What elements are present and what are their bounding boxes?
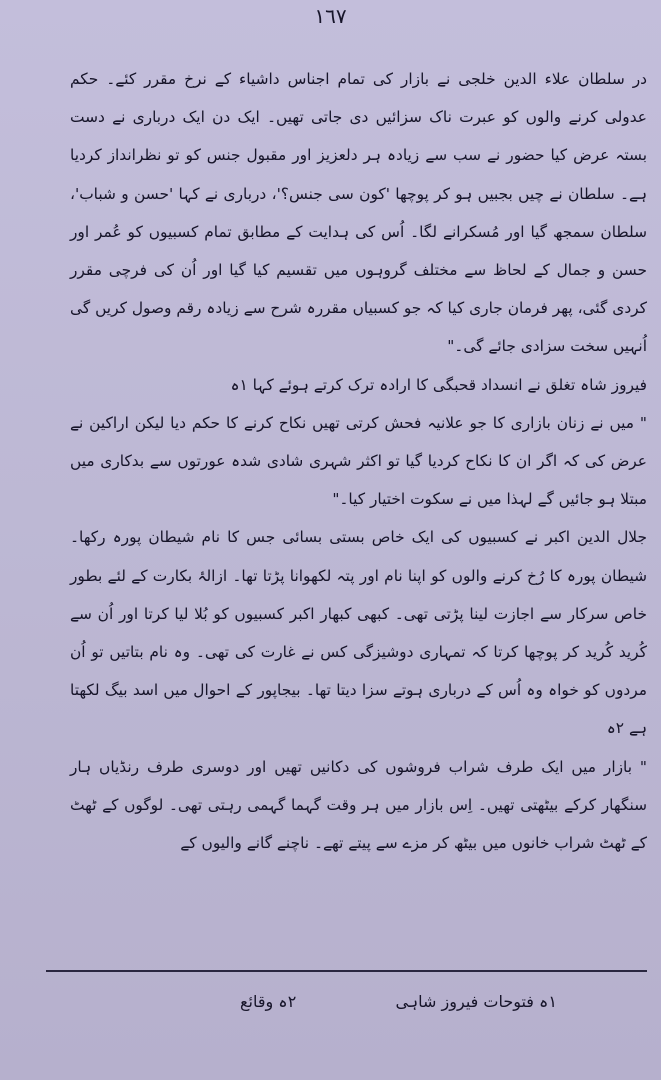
footnote-2: ۲ہ وقائع: [240, 992, 297, 1011]
footnotes: [240, 988, 557, 1016]
paragraph-firoz-intro: فیروز شاہ تغلق نے انسداد قحبگی کا ارادہ ترک کرتے ہوئے کہا ۱ہ: [230, 375, 647, 394]
paragraph-alauddin: در سلطان علاء الدین خلجی نے بازار کی تمام اجناس داشیاء کے نرخ مقرر کئے۔ حکم عدولی کرنے والوں کو عبرت ناک سزائیں دی جاتی تھیں۔ ایک دن ایک درباری نے دست بستہ عرض کیا حضور نے سب سے زیادہ ہر دلعزیز اور مقبول جنس کو تو نظرانداز کردیا ہے۔ سلطان نے چیں بجبیں ہو کر پوچھا 'کون سی جنس؟'، درباری نے کہا 'حسن و شباب'، سلطان سمجھ گیا اور مُسکرانے لگا۔ اُس کی ہدایت کے مطابق تمام کسبیوں کو عُمر اور حسن و جمال کے لحاظ سے مختلف گروہوں میں تقسیم کیا گیا اور اُن کی فرچی مقرر کردی گئی، پھر فرمان جاری کیا کہ جو کسبیاں مقررہ شرح سے زیادہ رقم وصول کریں گی اُنہیں سخت سزادی جائے گی۔": [70, 70, 647, 356]
quote-bijapur: " بازار میں ایک طرف شراب فروشوں کی دکانیں تھیں اور دوسری طرف رنڈیاں ہار سنگھار کرکے بیٹھتی تھیں۔ اِس بازار میں ہر وقت گہما گہمی رہتی تھی۔ لوگوں کے ٹھٹ کے ٹھٹ شراب خانوں میں بیٹھ کر مزے سے پیتے تھے۔ ناچنے گانے والیوں کے: [70, 757, 647, 853]
footnote-divider: [46, 970, 647, 972]
quote-firoz: " میں نے زنان بازاری کا جو علانیہ فحش کرتی تھیں نکاح کرنے کا حکم دیا لیکن اراکین نے عرض کی کہ اگر ان کا نکاح کردیا گیا تو اکثر شہری شادی شدہ عورتوں سے بدکاری میں مبتلا ہو جائیں گے لہذا میں نے سکوت اختیار کیا۔": [70, 413, 647, 509]
paragraph-akbar: جلال الدین اکبر نے کسبیوں کی ایک خاص بستی بسائی جس کا نام شیطان پورہ رکھا۔ شیطان پورہ کا رُخ کرنے والوں کو اپنا نام اور پتہ لکھوانا پڑتا تھا۔ ازالۂ بکارت کے لئے بطور خاص سرکار سے اجازت لینا پڑتی تھی۔ کبھی کبھار اکبر کسبیوں کو بُلا لیا کرتا اور اُن سے کُرید کُرید کر پوچھا کرتا کہ تمہاری دوشیزگی کس نے غارت کی تھی۔ وہ نام بتاتیں تو اُن مردوں کو خواہ وہ اُس کے درباری ہوتے سزا دیتا تھا۔ بیجاپور کے احوال میں اسد بیگ لکھتا ہے ۲ہ: [70, 528, 647, 738]
page-body: [70, 60, 647, 862]
footnote-1: ۱ہ فتوحات فیروز شاہی: [395, 992, 557, 1011]
page-number: ١٦٧: [314, 4, 347, 28]
